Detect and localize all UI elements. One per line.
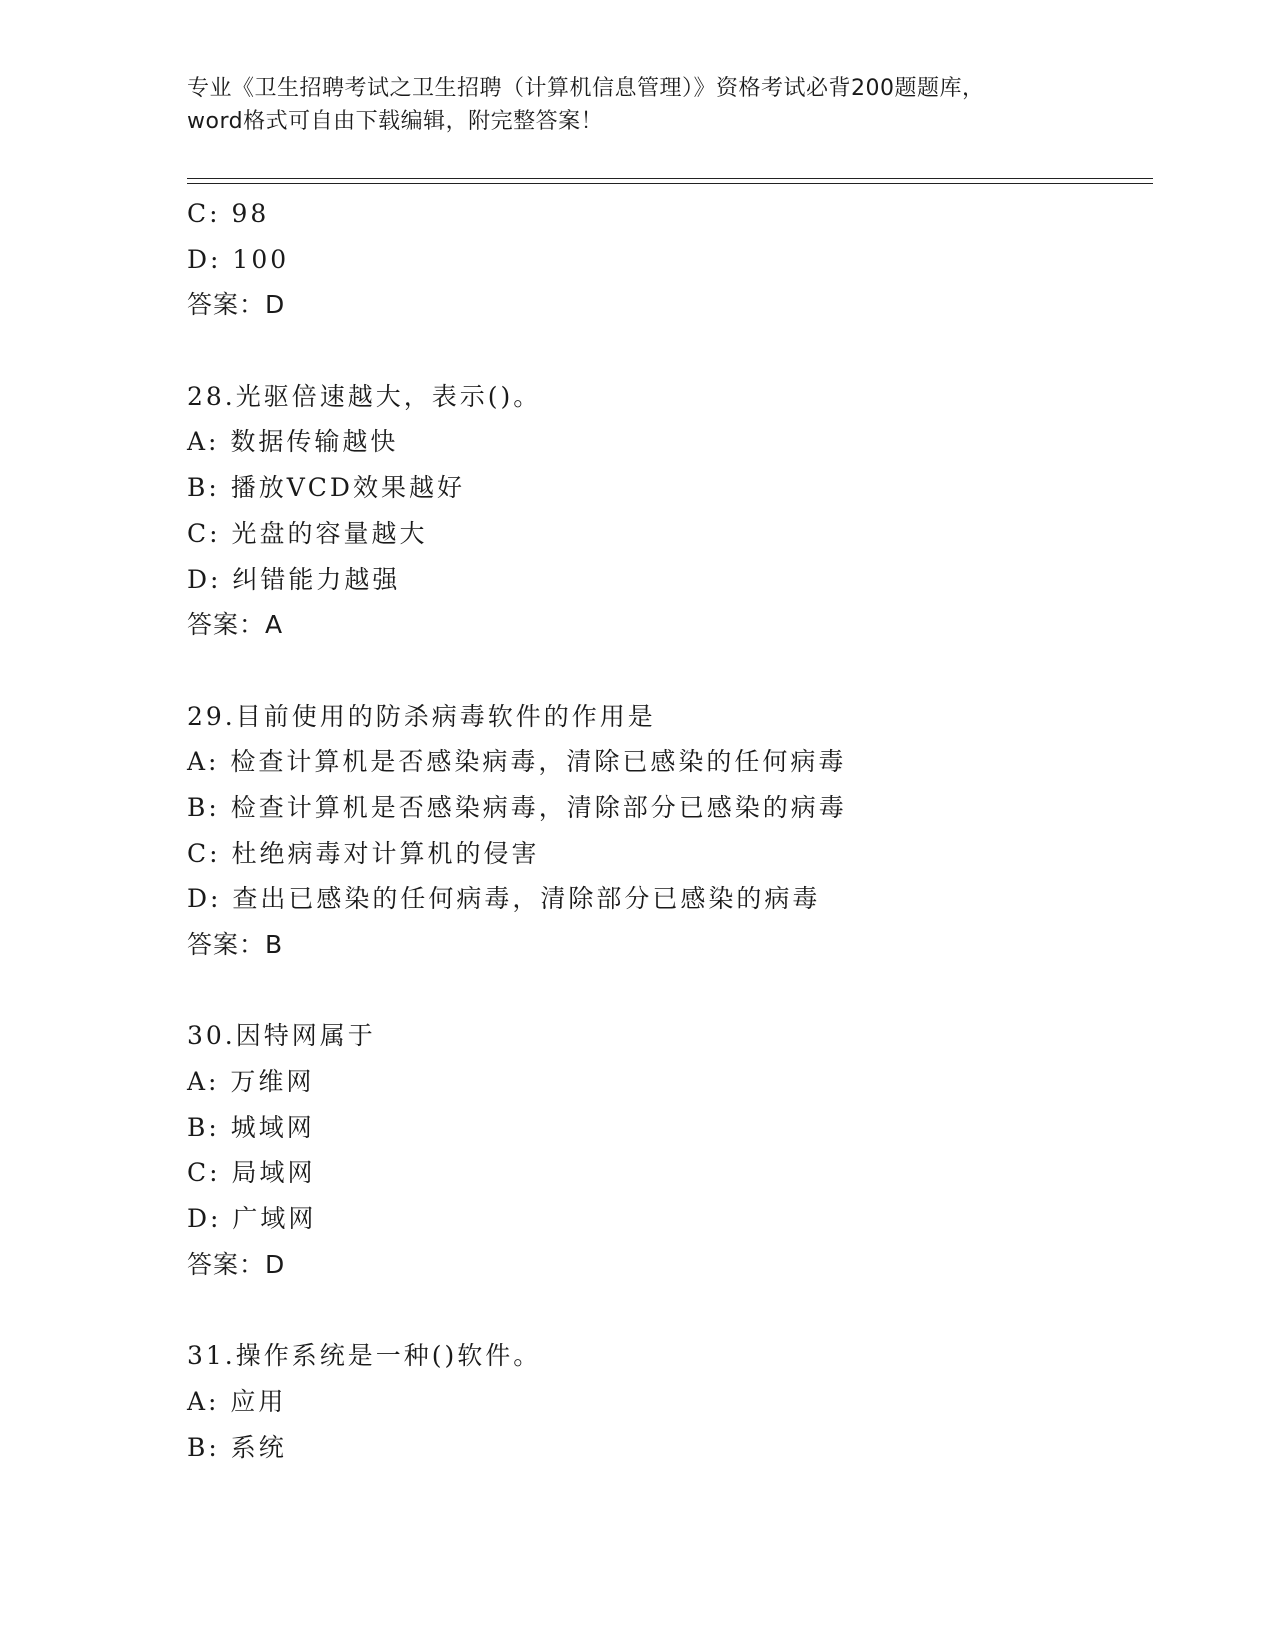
answer: 答案：A [187, 610, 284, 640]
question-29 [187, 694, 1147, 968]
option-b: B: 系统 [187, 1432, 287, 1462]
option-c: C: 98 [187, 199, 270, 228]
question-text: 29.目前使用的防杀病毒软件的作用是 [187, 701, 656, 731]
option-b: B: 检查计算机是否感染病毒，清除部分已感染的病毒 [187, 792, 847, 822]
question-27-tail [187, 191, 1147, 328]
option-c: C: 局域网 [187, 1158, 316, 1188]
option-d: D: 广域网 [187, 1204, 317, 1234]
option-a: A: 检查计算机是否感染病毒，清除已感染的任何病毒 [187, 747, 847, 777]
document-header [187, 72, 1087, 138]
question-28 [187, 374, 1147, 648]
question-30 [187, 1013, 1147, 1287]
spacer [187, 1288, 1147, 1334]
header-title-line-1: 专业《卫生招聘考试之卫生招聘（计算机信息管理）》资格考试必背200题题库， [187, 76, 985, 101]
header-title-line-2: word格式可自由下载编辑，附完整答案！ [187, 109, 604, 134]
question-31 [187, 1333, 1147, 1470]
option-b: B: 播放VCD效果越好 [187, 473, 465, 503]
spacer [187, 968, 1147, 1014]
spacer [187, 648, 1147, 694]
question-text: 31.操作系统是一种()软件。 [187, 1341, 542, 1371]
answer: 答案：D [187, 290, 286, 320]
answer: 答案：D [187, 1249, 286, 1279]
header-divider-bottom [187, 183, 1153, 184]
option-c: C: 杜绝病毒对计算机的侵害 [187, 838, 540, 868]
question-list [187, 191, 1147, 1470]
option-a: A: 万维网 [187, 1067, 315, 1097]
option-d: D: 纠错能力越强 [187, 564, 401, 594]
option-d: D: 100 [187, 244, 290, 274]
option-a: A: 数据传输越快 [187, 427, 399, 457]
question-text: 30.因特网属于 [187, 1021, 376, 1051]
header-divider-top [187, 178, 1153, 179]
option-a: A: 应用 [187, 1386, 287, 1416]
option-c: C: 光盘的容量越大 [187, 518, 428, 548]
option-b: B: 城域网 [187, 1112, 315, 1142]
answer: 答案：B [187, 930, 284, 959]
question-text: 28.光驱倍速越大，表示()。 [187, 381, 542, 411]
spacer [187, 328, 1147, 374]
option-d: D: 查出已感染的任何病毒，清除部分已感染的病毒 [187, 884, 821, 914]
